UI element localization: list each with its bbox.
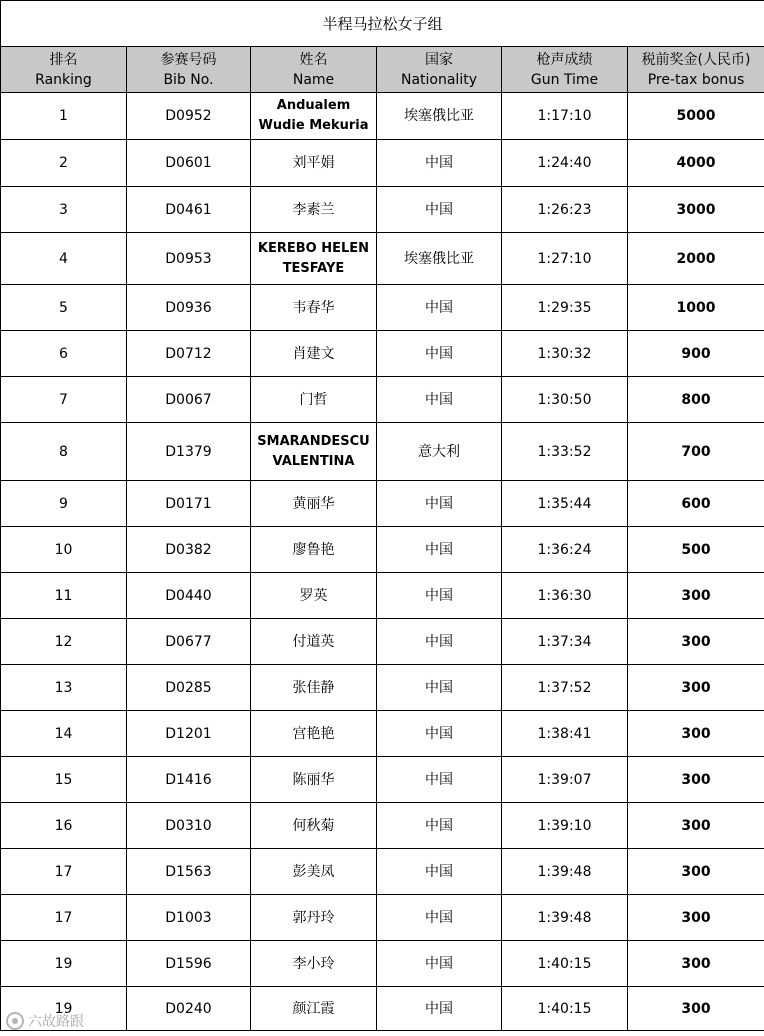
bonus-cell: 600 [628,481,764,527]
table-row [1,849,764,895]
rank-cell: 7 [1,377,127,423]
bib-cell: D0171 [127,481,251,527]
bonus-cell: 300 [628,573,764,619]
rank-cell: 15 [1,757,127,803]
table-row [1,619,764,665]
bib-cell: D0310 [127,803,251,849]
athlete-name: 门哲 [299,391,328,408]
athlete-name: 韦春华 [292,299,335,316]
bib-cell: D0461 [127,187,251,233]
bonus-cell: 300 [628,757,764,803]
name-cell [251,187,377,233]
athlete-name: 张佳静 [292,679,335,696]
nationality-cell: 中国 [377,140,502,187]
table-row [1,93,764,140]
column-header-en: Gun Time [530,71,599,88]
bonus-cell: 300 [628,711,764,757]
nationality-cell: 埃塞俄比亚 [377,233,502,285]
bonus-cell: 300 [628,987,764,1031]
rank-cell: 11 [1,573,127,619]
bib-cell: D0285 [127,665,251,711]
nationality-cell: 中国 [377,711,502,757]
table-row [1,803,764,849]
name-cell [251,665,377,711]
column-header-en: Name [292,71,335,88]
athlete-name: 李小玲 [292,955,335,972]
column-header-cn: 参赛号码 [160,51,217,68]
table-row [1,423,764,481]
name-cell [251,803,377,849]
bib-cell: D0677 [127,619,251,665]
athlete-name: SMARANDESCU VALENTINA [257,433,370,469]
name-cell [251,331,377,377]
bib-cell: D0382 [127,527,251,573]
nationality-cell: 中国 [377,377,502,423]
rank-cell: 4 [1,233,127,285]
athlete-name: 廖鲁艳 [292,541,335,558]
bonus-cell: 500 [628,527,764,573]
column-header-cn: 排名 [49,51,78,68]
gun-time-cell: 1:35:44 [502,481,628,527]
column-header-en: Nationality [400,71,477,88]
column-header-bonus [628,47,764,93]
table-row [1,757,764,803]
athlete-name: 付道英 [292,633,335,650]
bonus-cell: 900 [628,331,764,377]
bonus-cell: 800 [628,377,764,423]
column-header-row [1,47,764,93]
table-row [1,140,764,187]
nationality-cell: 中国 [377,481,502,527]
bonus-cell: 300 [628,803,764,849]
rank-cell: 12 [1,619,127,665]
rank-cell: 9 [1,481,127,527]
name-cell [251,481,377,527]
rank-cell: 19 [1,987,127,1031]
table-row [1,331,764,377]
rank-cell: 6 [1,331,127,377]
gun-time-cell: 1:37:52 [502,665,628,711]
name-cell [251,233,377,285]
nationality-cell: 中国 [377,987,502,1031]
nationality-cell: 中国 [377,187,502,233]
table-row [1,527,764,573]
column-header-bib [127,47,251,93]
bib-cell: D1563 [127,849,251,895]
gun-time-cell: 1:30:50 [502,377,628,423]
bonus-cell: 3000 [628,187,764,233]
gun-time-cell: 1:29:35 [502,285,628,331]
gun-time-cell: 1:39:48 [502,849,628,895]
table-row [1,187,764,233]
rank-cell: 1 [1,93,127,140]
athlete-name: 何秋菊 [292,817,335,834]
table-row [1,895,764,941]
athlete-name: 颜江霞 [292,1000,335,1017]
bonus-cell: 4000 [628,140,764,187]
column-header-en: Bib No. [163,71,214,88]
athlete-name: Andualem Wudie Mekuria [258,98,369,133]
table-row [1,285,764,331]
gun-time-cell: 1:38:41 [502,711,628,757]
nationality-cell: 意大利 [377,423,502,481]
nationality-cell: 中国 [377,619,502,665]
bonus-cell: 300 [628,895,764,941]
column-header-en: Pre-tax bonus [647,71,745,88]
bib-cell: D1201 [127,711,251,757]
gun-time-cell: 1:24:40 [502,140,628,187]
table-title-row [1,1,764,47]
name-cell [251,423,377,481]
bonus-cell: 300 [628,941,764,987]
column-header-gun-time [502,47,628,93]
gun-time-cell: 1:36:30 [502,573,628,619]
bib-cell: D0067 [127,377,251,423]
column-header-en: Ranking [35,71,92,88]
gun-time-cell: 1:27:10 [502,233,628,285]
column-header-cn: 姓名 [299,51,328,68]
name-cell [251,93,377,140]
gun-time-cell: 1:36:24 [502,527,628,573]
bonus-cell: 300 [628,619,764,665]
bib-cell: D0712 [127,331,251,377]
nationality-cell: 中国 [377,895,502,941]
bib-cell: D0952 [127,93,251,140]
column-header-nationality [377,47,502,93]
table-row [1,665,764,711]
bib-cell: D1596 [127,941,251,987]
column-header-ranking [1,47,127,93]
rank-cell: 2 [1,140,127,187]
name-cell [251,711,377,757]
nationality-cell: 中国 [377,527,502,573]
athlete-name: 罗英 [299,587,328,604]
athlete-name: 宫艳艳 [292,725,335,742]
name-cell [251,987,377,1031]
bib-cell: D0936 [127,285,251,331]
name-cell [251,941,377,987]
bonus-cell: 1000 [628,285,764,331]
gun-time-cell: 1:17:10 [502,93,628,140]
column-header-cn: 税前奖金(人民币) [641,51,751,68]
gun-time-cell: 1:39:10 [502,803,628,849]
athlete-name: 刘平娟 [292,155,335,171]
table-row [1,377,764,423]
name-cell [251,527,377,573]
column-header-cn: 国家 [425,51,453,68]
name-cell [251,895,377,941]
bib-cell: D0240 [127,987,251,1031]
table-row [1,987,764,1031]
column-header-name [251,47,377,93]
nationality-cell: 埃塞俄比亚 [377,93,502,140]
rank-cell: 16 [1,803,127,849]
name-cell [251,619,377,665]
rank-cell: 8 [1,423,127,481]
athlete-name: 陈丽华 [292,771,335,788]
nationality-cell: 中国 [377,665,502,711]
bib-cell: D0601 [127,140,251,187]
column-header-cn: 枪声成绩 [536,51,593,68]
gun-time-cell: 1:37:34 [502,619,628,665]
gun-time-cell: 1:26:23 [502,187,628,233]
athlete-name: KEREBO HELEN TESFAYE [257,240,370,276]
bib-cell: D1379 [127,423,251,481]
rank-cell: 17 [1,895,127,941]
bonus-cell: 700 [628,423,764,481]
athlete-name: 彭美凤 [292,863,335,880]
gun-time-cell: 1:40:15 [502,987,628,1031]
nationality-cell: 中国 [377,757,502,803]
rank-cell: 13 [1,665,127,711]
nationality-cell: 中国 [377,573,502,619]
name-cell [251,285,377,331]
bonus-cell: 2000 [628,233,764,285]
bonus-cell: 300 [628,849,764,895]
nationality-cell: 中国 [377,285,502,331]
gun-time-cell: 1:30:32 [502,331,628,377]
table-row [1,481,764,527]
table-row [1,711,764,757]
nationality-cell: 中国 [377,803,502,849]
bib-cell: D0440 [127,573,251,619]
nationality-cell: 中国 [377,941,502,987]
bib-cell: D1003 [127,895,251,941]
athlete-name: 肖建文 [292,345,335,362]
athlete-name: 郭丹玲 [292,909,335,926]
rank-cell: 14 [1,711,127,757]
rank-cell: 3 [1,187,127,233]
table-title: 半程马拉松女子组 [1,1,764,47]
athlete-name: 李素兰 [292,201,335,218]
name-cell [251,573,377,619]
name-cell [251,757,377,803]
gun-time-cell: 1:39:48 [502,895,628,941]
gun-time-cell: 1:40:15 [502,941,628,987]
nationality-cell: 中国 [377,331,502,377]
rank-cell: 19 [1,941,127,987]
watermark-text: 六故路跟 [28,1014,84,1030]
table-row [1,233,764,285]
bib-cell: D0953 [127,233,251,285]
gun-time-cell: 1:39:07 [502,757,628,803]
bib-cell: D1416 [127,757,251,803]
results-body [1,93,764,1031]
name-cell [251,849,377,895]
table-row [1,941,764,987]
gun-time-cell: 1:33:52 [502,423,628,481]
athlete-name: 黄丽华 [292,495,335,512]
name-cell [251,377,377,423]
table-row [1,573,764,619]
rank-cell: 5 [1,285,127,331]
rank-cell: 10 [1,527,127,573]
rank-cell: 17 [1,849,127,895]
name-cell [251,140,377,187]
bonus-cell: 300 [628,665,764,711]
bonus-cell: 5000 [628,93,764,140]
nationality-cell: 中国 [377,849,502,895]
